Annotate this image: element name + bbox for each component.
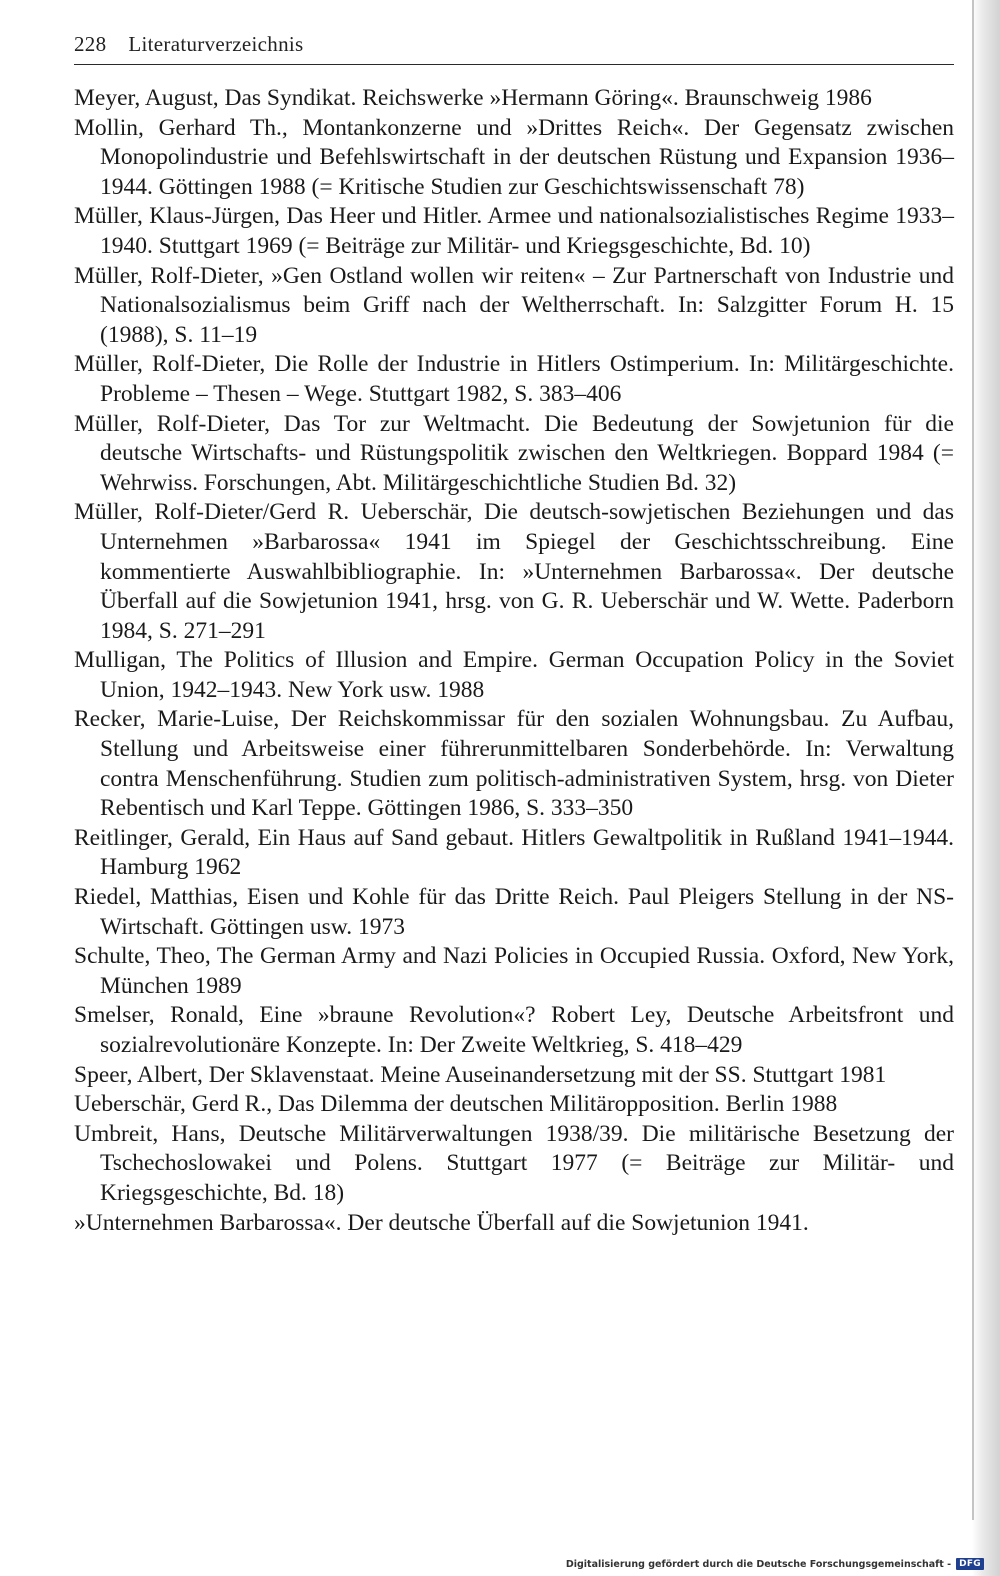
bibliography-entry: Speer, Albert, Der Sklavenstaat. Meine Auseinandersetzung mit der SS. Stuttgart 1981 — [74, 1061, 887, 1088]
bibliography-entry: Meyer, August, Das Syndikat. Reichswerke »Hermann Göring«. Braunschweig 1986 — [74, 85, 872, 111]
bibliography-entry: Müller, Klaus-Jürgen, Das Heer und Hitler. Armee und nationalsozialistisches Regime 1933–1940. Stuttgart 1969 (= Beiträge zur Militär- und Kriegsgeschichte, Bd. 10) — [74, 203, 954, 259]
digitization-credit-text: Digitalisierung gefördert durch die Deutsche Forschungsgemeinschaft - — [565, 1558, 952, 1570]
bibliography-list — [74, 84, 954, 1238]
bibliography-entry: Recker, Marie-Luise, Der Reichskommissar für den sozialen Wohnungsbau. Zu Aufbau, Stellung und Arbeitsweise einer führerunmittelbaren Sonderbehörde. In: Verwaltung contra Menschenführung. Studien zum politisch-administrativen System, hrsg. von Dieter Rebentisch und Karl Teppe. Göttingen 1986, S. 333–350 — [74, 706, 954, 822]
header-rule — [74, 64, 954, 65]
bibliography-entry: Umbreit, Hans, Deutsche Militärverwaltungen 1938/39. Die militärische Besetzung der Tschechoslowakei und Polens. Stuttgart 1977 (= Beiträge zur Militär- und Kriegsgeschichte, Bd. 18) — [74, 1120, 954, 1206]
bibliography-entry: Riedel, Matthias, Eisen und Kohle für das Dritte Reich. Paul Pleigers Stellung in der NS-Wirtschaft. Göttingen usw. 1973 — [74, 884, 954, 940]
running-head — [74, 30, 954, 58]
bibliography-entry: Schulte, Theo, The German Army and Nazi Policies in Occupied Russia. Oxford, New York, München 1989 — [74, 943, 954, 999]
bibliography-entry: Mulligan, The Politics of Illusion and Empire. German Occupation Policy in the Soviet Union, 1942–1943. New York usw. 1988 — [74, 647, 954, 703]
bibliography-entry: Mollin, Gerhard Th., Montankonzerne und »Drittes Reich«. Der Gegensatz zwischen Monopolindustrie und Befehlswirtschaft in der deutschen Rüstung und Expansion 1936–1944. Göttingen 1988 (= Kritische Studien zur Geschichtswissenschaft 78) — [74, 114, 954, 200]
scan-gutter-line — [972, 0, 974, 1520]
book-page — [74, 30, 954, 1238]
scan-page-edge — [972, 0, 1000, 1576]
page-number: 228 — [74, 32, 107, 56]
bibliography-entry: Müller, Rolf-Dieter/Gerd R. Ueberschär, Die deutsch-sowjetischen Beziehungen und das Unternehmen »Barbarossa« 1941 im Spiegel der Geschichtsschreibung. Eine kommentierte Auswahlbibliographie. In: »Unternehmen Barbarossa«. Der deutsche Überfall auf die Sowjetunion 1941, hrsg. von G. R. Ueberschär und W. Wette. Paderborn 1984, S. 271–291 — [74, 499, 954, 644]
bibliography-entry: Smelser, Ronald, Eine »braune Revolution«? Robert Ley, Deutsche Arbeitsfront und sozialrevolutionäre Konzepte. In: Der Zweite Weltkrieg, S. 418–429 — [74, 1002, 954, 1058]
running-head-title: Literaturverzeichnis — [128, 32, 304, 56]
bibliography-entry: Müller, Rolf-Dieter, Die Rolle der Industrie in Hitlers Ostimperium. In: Militärgeschichte. Probleme – Thesen – Wege. Stuttgart 1982, S. 383–406 — [74, 351, 954, 407]
bibliography-entry: Müller, Rolf-Dieter, »Gen Ostland wollen wir reiten« – Zur Partnerschaft von Industrie und Nationalsozialismus beim Griff nach der Weltherrschaft. In: Salzgitter Forum H. 15 (1988), S. 11–19 — [74, 262, 954, 348]
bibliography-entry: Ueberschär, Gerd R., Das Dilemma der deutschen Militäropposition. Berlin 1988 — [74, 1091, 838, 1118]
dfg-logo: DFG — [956, 1558, 984, 1570]
bibliography-entry: Müller, Rolf-Dieter, Das Tor zur Weltmacht. Die Bedeutung der Sowjetunion für die deutsche Wirtschafts- und Rüstungspolitik zwischen den Weltkriegen. Boppard 1984 (= Wehrwiss. Forschungen, Abt. Militärgeschichtliche Studien Bd. 32) — [74, 410, 954, 496]
digitization-credit — [566, 1558, 984, 1570]
bibliography-entry: »Unternehmen Barbarossa«. Der deutsche Überfall auf die Sowjetunion 1941. — [74, 1209, 809, 1236]
bibliography-entry: Reitlinger, Gerald, Ein Haus auf Sand gebaut. Hitlers Gewaltpolitik in Rußland 1941–1944. Hamburg 1962 — [74, 824, 954, 881]
